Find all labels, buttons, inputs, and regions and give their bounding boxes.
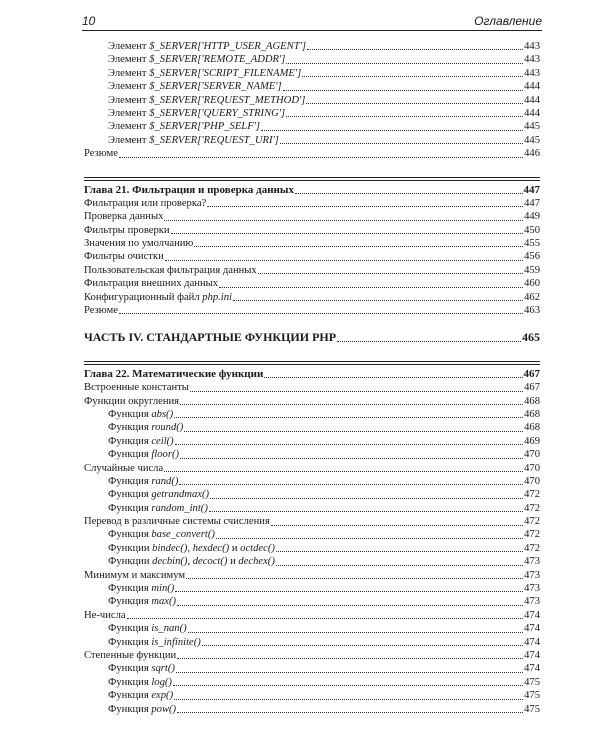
toc-page-number: 472 [524,529,540,541]
toc-entry [84,134,540,147]
toc-entry-title: Не-числа [84,609,126,621]
toc-page-number: 473 [524,596,540,608]
toc-entry-title: Функция floor() [108,449,180,461]
dot-leader [337,341,521,342]
dot-leader [190,391,523,392]
toc-entry [84,53,540,66]
toc-entry [84,147,540,160]
dot-leader [174,417,523,418]
toc-page-number: 475 [524,676,540,688]
dot-leader [119,157,523,158]
dot-leader [264,377,522,378]
table-of-contents [84,40,540,716]
toc-page-number: 472 [524,542,540,554]
toc-entry [84,210,540,223]
toc-page-number: 474 [524,663,540,675]
toc-page-number: 443 [524,67,540,79]
toc-page-number: 473 [524,556,540,568]
dot-leader [119,313,523,314]
dot-leader [280,143,523,144]
dot-leader [271,525,523,526]
dot-leader [202,645,523,646]
toc-page-number: 446 [524,148,540,160]
toc-spacer [84,317,540,331]
toc-entry [84,120,540,133]
dot-leader [207,206,523,207]
toc-entry-title: Функции округления [84,395,180,407]
toc-page-number: 474 [524,609,540,621]
toc-entry [84,542,540,555]
toc-entry [84,435,540,448]
toc-entry-title: Степенные функции [84,650,177,661]
dot-leader [186,578,523,579]
toc-entry-title: Значения по умолчанию [84,238,194,250]
toc-spacer [84,161,540,174]
toc-page-number: 459 [524,264,540,276]
toc-entry [84,555,540,568]
dot-leader [209,511,523,512]
toc-entry-title: Фильтрация или проверка? [84,197,207,209]
toc-entry [84,395,540,408]
dot-leader [258,273,523,274]
dot-leader [307,49,523,50]
toc-page-number: 475 [524,690,540,702]
toc-page-number: 444 [524,81,540,93]
toc-entry-title: Случайные числа [84,462,164,474]
toc-part-entry [84,331,540,344]
toc-page-number: 444 [524,107,540,119]
toc-entry-title: Глава 21. Фильтрация и проверка данных [84,183,294,196]
toc-page-number: 468 [524,408,540,420]
dot-leader [175,591,523,592]
toc-entry-title: Элемент $_SERVER['REMOTE_ADDR'] [108,54,286,66]
toc-entry [84,107,540,120]
toc-entry-title: Элемент $_SERVER['PHP_SELF'] [108,121,261,133]
toc-page-number: 474 [524,636,540,648]
toc-entry-title: Функция sqrt() [108,663,175,675]
dot-leader [276,565,523,566]
toc-entry [84,40,540,53]
toc-page-number: 462 [524,291,540,303]
toc-entry-title: Фильтры проверки [84,224,170,236]
toc-entry [84,237,540,250]
toc-entry [84,291,540,304]
toc-entry-title: Пользовательская фильтрация данных [84,264,257,276]
toc-entry-title: Функция ceil() [108,435,174,447]
toc-page-number: 473 [524,569,540,581]
dot-leader [171,233,524,234]
toc-entry-title: Элемент $_SERVER['SCRIPT_FILENAME'] [108,67,302,79]
dot-leader [188,632,523,633]
toc-entry-title: Функция round() [108,422,184,434]
toc-entry [84,689,540,702]
toc-entry-title: Проверка данных [84,211,164,223]
toc-page-number: 445 [524,121,540,133]
dot-leader [179,484,523,485]
toc-entry [84,224,540,237]
dot-leader [184,431,523,432]
toc-entry-title: Функция abs() [108,408,174,420]
toc-entry [84,462,540,475]
toc-entry-title: Элемент $_SERVER['REQUEST_METHOD'] [108,94,306,106]
toc-entry-title: Фильтры очистки [84,251,164,263]
toc-entry [84,636,540,649]
dot-leader [219,287,523,288]
toc-entry-title: Функция max() [108,596,177,608]
toc-page-number: 456 [524,251,540,263]
toc-page-number: 447 [523,183,540,196]
toc-entry [84,304,540,317]
toc-page-number: 467 [523,367,540,380]
dot-leader [180,458,523,459]
page-header [82,14,542,31]
toc-entry [84,649,540,662]
toc-entry-title: Элемент $_SERVER['QUERY_STRING'] [108,107,286,119]
toc-entry [84,264,540,277]
toc-page-number: 449 [524,211,540,223]
toc-page-number: 470 [524,449,540,461]
toc-page-number: 465 [522,330,540,345]
dot-leader [295,193,523,194]
toc-page-number: 468 [524,422,540,434]
toc-entry [84,569,540,582]
page-number: 10 [82,14,96,28]
toc-page-number: 460 [524,278,540,290]
toc-page-number: 467 [524,382,540,394]
toc-page-number: 473 [524,583,540,595]
toc-page-number: 470 [524,475,540,487]
toc-chapter-entry [84,368,540,381]
dot-leader [127,618,524,619]
toc-entry-title: Функция exp() [108,690,174,702]
toc-entry-title: Функция is_nan() [108,623,187,635]
running-title: Оглавление [474,14,542,28]
chapter-rule [84,361,540,365]
toc-spacer [84,345,540,358]
toc-page-number: 474 [524,650,540,661]
toc-entry [84,515,540,528]
toc-page-number: 445 [524,134,540,146]
dot-leader [180,404,523,405]
toc-entry [84,582,540,595]
toc-entry [84,250,540,263]
dot-leader [286,63,523,64]
toc-entry-title: Функция random_int() [108,502,208,514]
dot-leader [164,220,523,221]
toc-page-number: 447 [524,197,540,209]
toc-entry-title: Резюме [84,305,118,317]
dot-leader [261,130,523,131]
toc-entry-title: Элемент $_SERVER['HTTP_USER_AGENT'] [108,40,306,52]
toc-entry-title: Резюме [84,148,118,160]
toc-page-number: 455 [524,238,540,250]
toc-chapter-entry [84,184,540,197]
toc-page-number: 474 [524,623,540,635]
dot-leader [283,90,523,91]
toc-entry [84,502,540,515]
chapter-rule [84,177,540,181]
toc-page-number: 469 [524,435,540,447]
dot-leader [174,699,523,700]
dot-leader [177,712,523,713]
toc-entry-title: Минимум и максимум [84,569,186,581]
toc-entry-title: Глава 22. Математические функции [84,367,264,380]
toc-entry [84,529,540,542]
toc-entry [84,197,540,210]
dot-leader [233,300,523,301]
toc-entry-title: Функция log() [108,676,172,688]
toc-entry [84,94,540,107]
toc-page-number: 475 [524,703,540,715]
dot-leader [194,246,523,247]
dot-leader [177,658,523,659]
dot-leader [210,498,523,499]
toc-entry-title: Функции bindec(), hexdec() и octdec() [108,542,275,554]
toc-entry-title: Функция pow() [108,703,177,715]
toc-entry [84,488,540,501]
dot-leader [175,444,523,445]
toc-entry-title: Функция getrandmax() [108,489,210,501]
dot-leader [177,605,523,606]
dot-leader [165,260,523,261]
toc-entry [84,421,540,434]
toc-entry [84,80,540,93]
toc-entry-title: Встроенные константы [84,382,189,394]
dot-leader [164,471,523,472]
dot-leader [306,103,523,104]
toc-entry [84,381,540,394]
dot-leader [173,685,523,686]
toc-page-number: 450 [524,224,540,236]
toc-entry [84,676,540,689]
toc-page-number: 463 [524,305,540,317]
toc-entry [84,622,540,635]
toc-entry [84,448,540,461]
toc-entry-title: Функция rand() [108,475,179,487]
dot-leader [216,538,523,539]
toc-entry [84,662,540,675]
toc-entry [84,408,540,421]
toc-entry-title: Функция min() [108,583,175,595]
toc-entry-title: ЧАСТЬ IV. СТАНДАРТНЫЕ ФУНКЦИИ PHP [84,330,337,345]
toc-page-number: 444 [524,94,540,106]
toc-entry-title: Перевод в различные системы счисления [84,516,270,528]
toc-entry-title: Функция is_infinite() [108,636,201,648]
toc-entry [84,609,540,622]
toc-entry [84,595,540,608]
toc-page-number: 443 [524,54,540,66]
toc-entry-title: Конфигурационный файл php.ini [84,291,232,303]
dot-leader [286,116,523,117]
toc-entry-title: Функция base_convert() [108,529,215,541]
toc-page-number: 470 [524,462,540,474]
dot-leader [176,672,523,673]
dot-leader [276,551,523,552]
toc-entry [84,703,540,716]
dot-leader [302,76,523,77]
toc-entry-title: Фильтрация внешних данных [84,278,219,290]
toc-entry-title: Функции decbin(), decoct() и dechex() [108,556,275,568]
toc-entry-title: Элемент $_SERVER['REQUEST_URI'] [108,134,279,146]
toc-page-number: 443 [524,40,540,52]
toc-entry [84,277,540,290]
toc-entry [84,67,540,80]
toc-page-number: 472 [524,489,540,501]
toc-page-number: 472 [524,516,540,528]
toc-entry [84,475,540,488]
toc-page-number: 472 [524,502,540,514]
toc-entry-title: Элемент $_SERVER['SERVER_NAME'] [108,81,282,93]
toc-page-number: 468 [524,395,540,407]
